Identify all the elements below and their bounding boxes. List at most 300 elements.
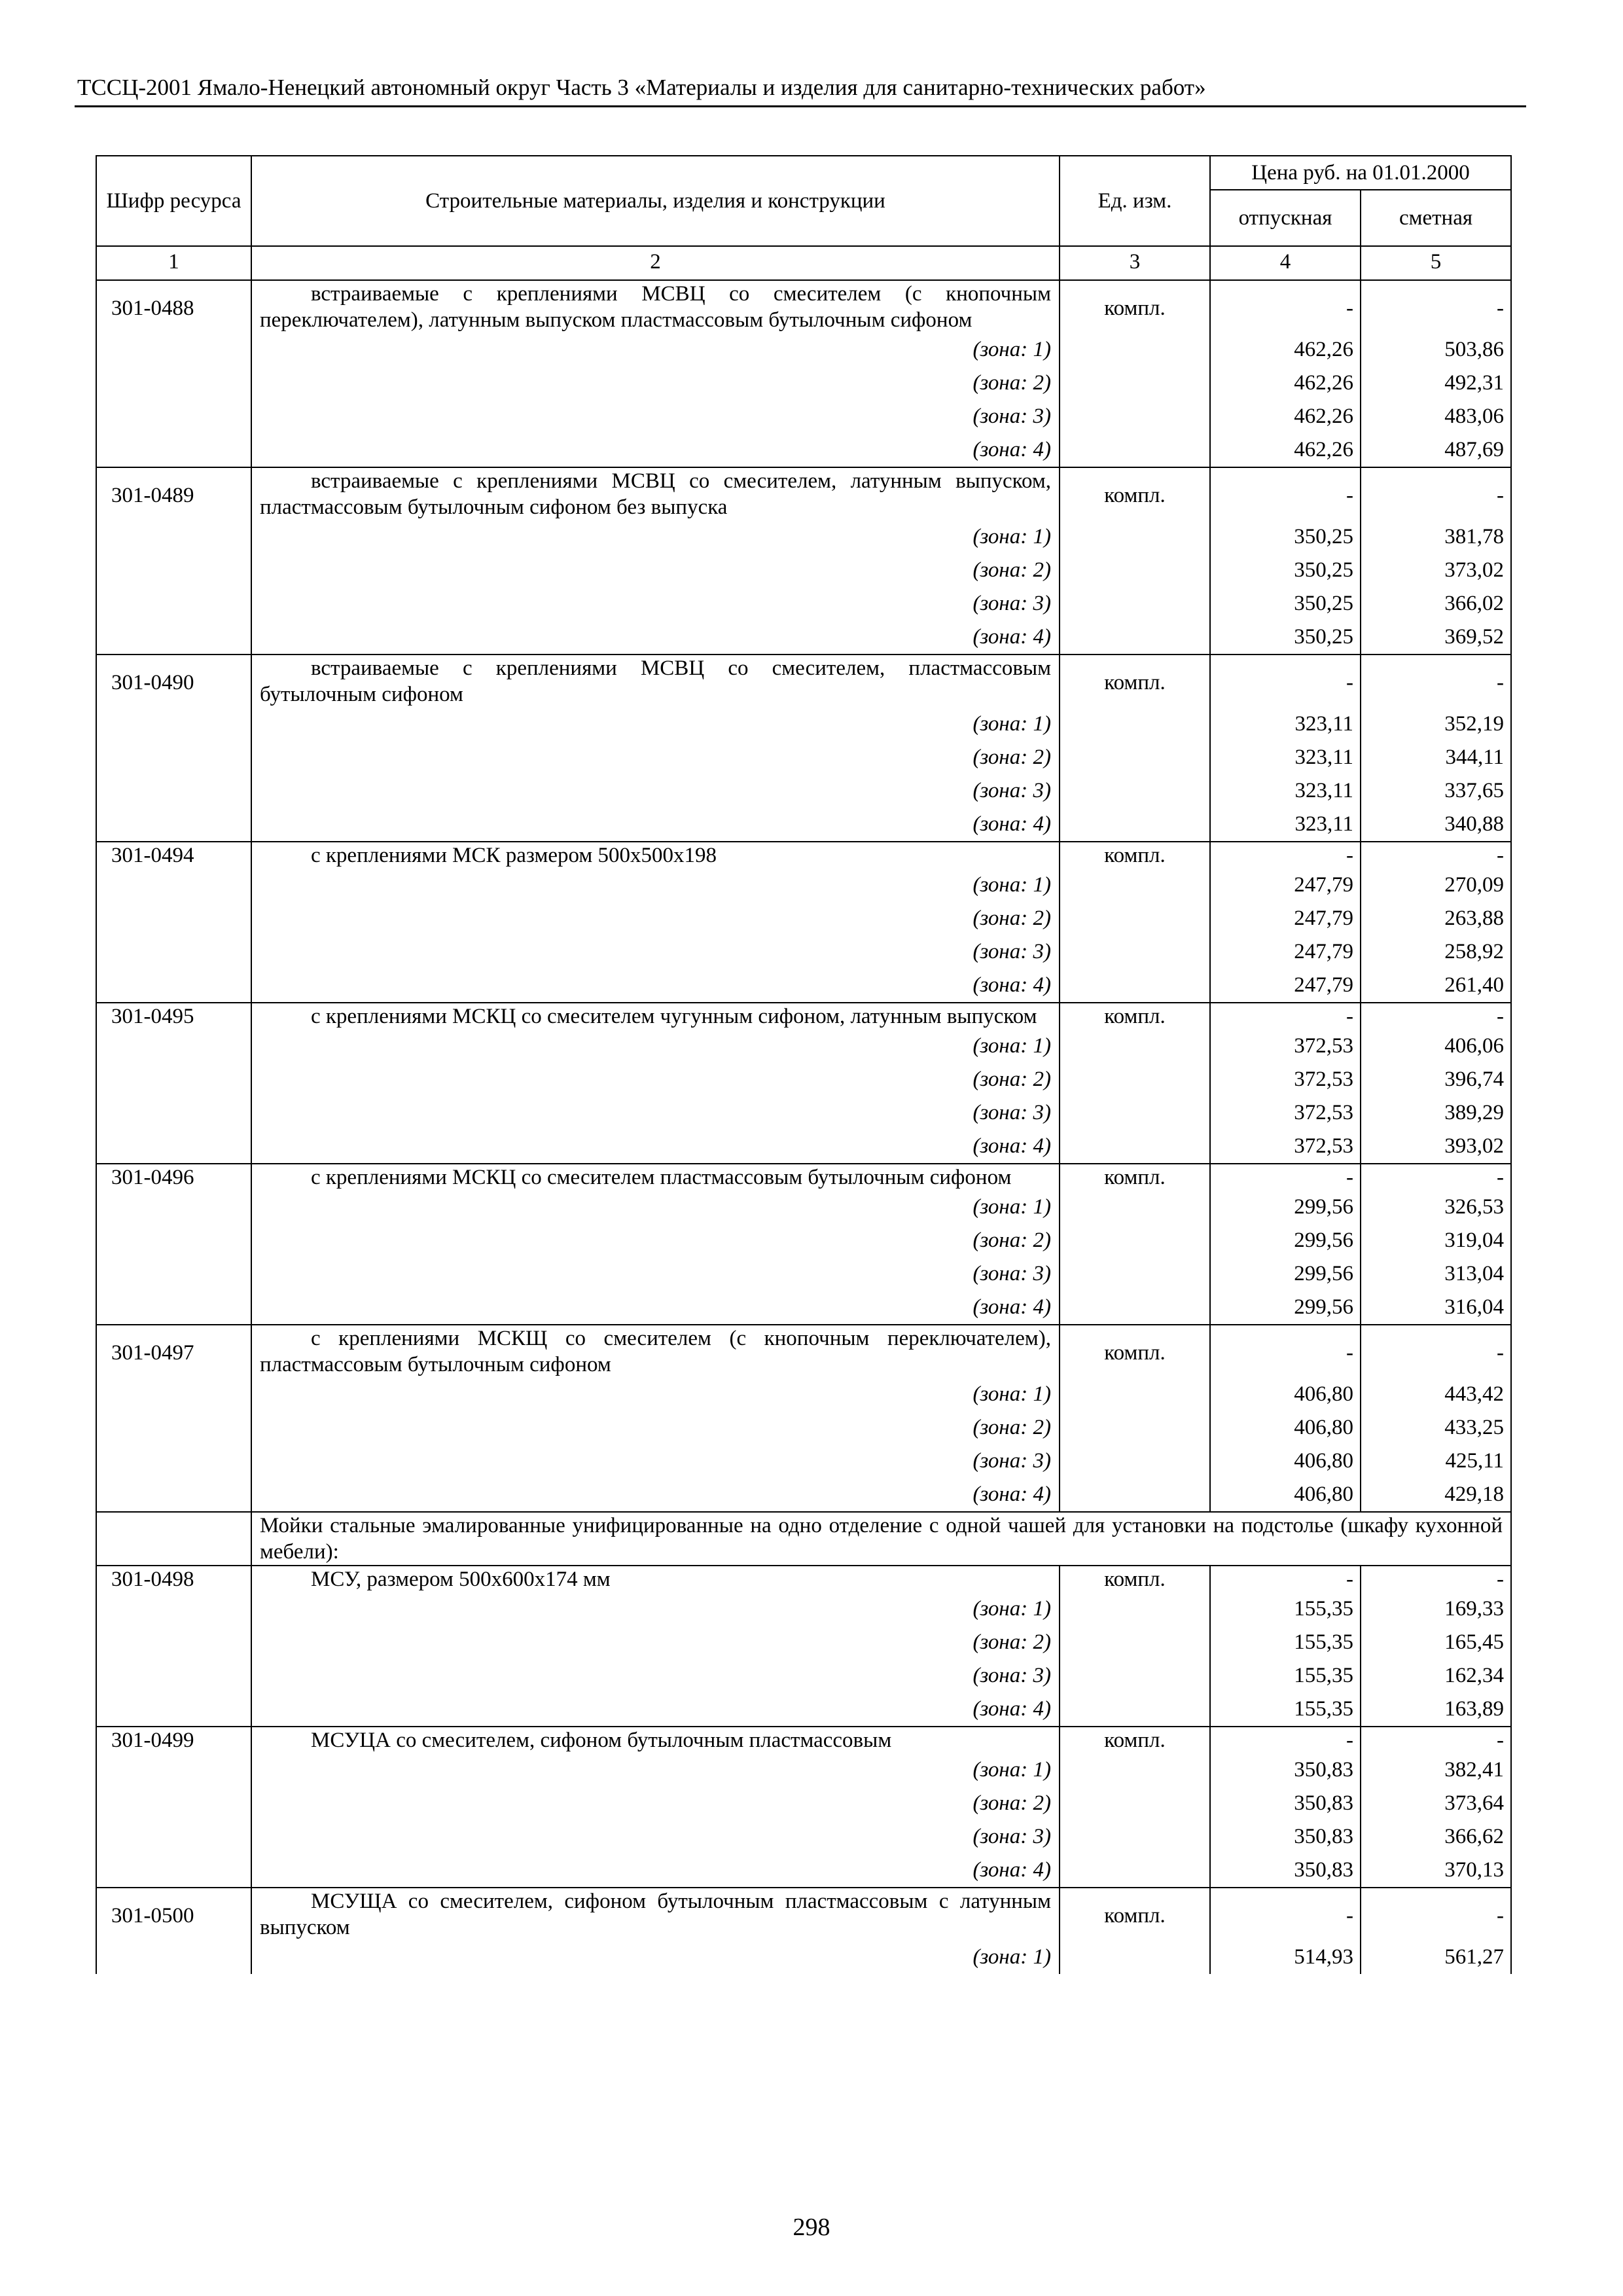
resource-code: 301-0490 [96, 655, 251, 708]
zone-label: (зона: 4) [251, 1478, 1060, 1512]
resource-code: 301-0494 [96, 842, 251, 869]
zone-code-cell [96, 1478, 251, 1512]
zone-label: (зона: 1) [251, 1941, 1060, 1974]
zone-unit-cell [1060, 1130, 1210, 1164]
zone-release-price: 323,11 [1210, 774, 1361, 808]
zone-row [96, 1659, 1511, 1693]
release-price: - [1210, 1164, 1361, 1191]
description-text: встраиваемые с креплениями МСВЦ со смесителем (с кнопочным переключателем), латунным выпуском пластмассовым бутылочным сифоном [260, 282, 1051, 332]
unit-cell: компл. [1060, 467, 1210, 520]
estimate-price: - [1361, 1566, 1511, 1592]
section-heading: Мойки стальные эмалированные унифицированные на одно отделение с одной чашей для установки на подстолье (шкафу кухонной мебели): [251, 1512, 1511, 1566]
zone-code-cell [96, 1787, 251, 1820]
zone-row [96, 1693, 1511, 1727]
release-price: - [1210, 655, 1361, 708]
zone-row [96, 1820, 1511, 1854]
zone-label: (зона: 4) [251, 433, 1060, 467]
zone-label: (зона: 3) [251, 1444, 1060, 1478]
zone-unit-cell [1060, 587, 1210, 620]
zone-estimate-price: 340,88 [1361, 808, 1511, 842]
zone-release-price: 350,25 [1210, 587, 1361, 620]
zone-unit-cell [1060, 1626, 1210, 1659]
zone-release-price: 350,25 [1210, 520, 1361, 554]
resource-code: 301-0499 [96, 1727, 251, 1753]
zone-unit-cell [1060, 620, 1210, 655]
page-number: 298 [793, 2214, 830, 2241]
zone-estimate-price: 326,53 [1361, 1191, 1511, 1224]
zone-estimate-price: 433,25 [1361, 1411, 1511, 1444]
zone-estimate-price: 382,41 [1361, 1753, 1511, 1787]
zone-estimate-price: 162,34 [1361, 1659, 1511, 1693]
resource-code: 301-0495 [96, 1003, 251, 1030]
estimate-price: - [1361, 1003, 1511, 1030]
resource-description [251, 467, 1060, 520]
zone-release-price: 462,26 [1210, 367, 1361, 400]
zone-unit-cell [1060, 741, 1210, 774]
zone-label: (зона: 4) [251, 1130, 1060, 1164]
zone-release-price: 462,26 [1210, 433, 1361, 467]
zone-label: (зона: 4) [251, 1854, 1060, 1888]
resource-description [251, 1325, 1060, 1378]
zone-code-cell [96, 1291, 251, 1325]
zone-label: (зона: 2) [251, 1063, 1060, 1096]
column-number-row [96, 246, 1511, 280]
description-text: с креплениями МСКЦ со смесителем чугунным сифоном, латунным выпуском [311, 1005, 1037, 1028]
unit-cell: компл. [1060, 280, 1210, 333]
zone-unit-cell [1060, 1478, 1210, 1512]
zone-label: (зона: 3) [251, 1096, 1060, 1130]
zone-estimate-price: 373,02 [1361, 554, 1511, 587]
zone-unit-cell [1060, 333, 1210, 367]
zone-unit-cell [1060, 708, 1210, 741]
table-row [96, 1003, 1511, 1030]
zone-estimate-price: 337,65 [1361, 774, 1511, 808]
column-number: 5 [1361, 246, 1511, 280]
unit-cell: компл. [1060, 1325, 1210, 1378]
zone-row [96, 1854, 1511, 1888]
header-estimate-price: сметная [1361, 190, 1511, 246]
zone-row [96, 367, 1511, 400]
zone-row [96, 1224, 1511, 1257]
zone-unit-cell [1060, 869, 1210, 902]
zone-code-cell [96, 935, 251, 969]
zone-row [96, 400, 1511, 433]
resource-code: 301-0498 [96, 1566, 251, 1592]
description-text: МСУ, размером 500х600х174 мм [311, 1568, 611, 1591]
zone-estimate-price: 389,29 [1361, 1096, 1511, 1130]
unit-cell: компл. [1060, 655, 1210, 708]
header-release-price: отпускная [1210, 190, 1361, 246]
zone-label: (зона: 1) [251, 1592, 1060, 1626]
description-text: встраиваемые с креплениями МСВЦ со смесителем, пластмассовым бутылочным сифоном [260, 656, 1051, 706]
zone-unit-cell [1060, 1592, 1210, 1626]
zone-row [96, 708, 1511, 741]
unit-cell: компл. [1060, 1727, 1210, 1753]
zone-release-price: 406,80 [1210, 1444, 1361, 1478]
zone-code-cell [96, 1941, 251, 1974]
zone-estimate-price: 316,04 [1361, 1291, 1511, 1325]
zone-code-cell [96, 400, 251, 433]
zone-code-cell [96, 1378, 251, 1411]
zone-code-cell [96, 1592, 251, 1626]
zone-unit-cell [1060, 1444, 1210, 1478]
zone-unit-cell [1060, 1820, 1210, 1854]
resource-description [251, 655, 1060, 708]
zone-estimate-price: 313,04 [1361, 1257, 1511, 1291]
zone-row [96, 1063, 1511, 1096]
zone-label: (зона: 1) [251, 520, 1060, 554]
zone-unit-cell [1060, 400, 1210, 433]
zone-code-cell [96, 620, 251, 655]
resource-description [251, 1003, 1060, 1030]
zone-estimate-price: 373,64 [1361, 1787, 1511, 1820]
zone-release-price: 155,35 [1210, 1659, 1361, 1693]
zone-unit-cell [1060, 935, 1210, 969]
zone-release-price: 247,79 [1210, 935, 1361, 969]
table-row [96, 1888, 1511, 1941]
zone-code-cell [96, 554, 251, 587]
zone-code-cell [96, 520, 251, 554]
zone-release-price: 462,26 [1210, 333, 1361, 367]
zone-label: (зона: 1) [251, 1030, 1060, 1063]
estimate-price: - [1361, 1164, 1511, 1191]
zone-label: (зона: 4) [251, 808, 1060, 842]
estimate-price: - [1361, 467, 1511, 520]
zone-row [96, 1096, 1511, 1130]
column-number: 1 [96, 246, 251, 280]
zone-unit-cell [1060, 1693, 1210, 1727]
zone-code-cell [96, 1257, 251, 1291]
description-text: с креплениями МСК размером 500х500х198 [311, 844, 717, 867]
zone-release-price: 247,79 [1210, 969, 1361, 1003]
zone-code-cell [96, 1820, 251, 1854]
zone-release-price: 323,11 [1210, 741, 1361, 774]
zone-row [96, 620, 1511, 655]
zone-unit-cell [1060, 808, 1210, 842]
zone-release-price: 462,26 [1210, 400, 1361, 433]
zone-label: (зона: 2) [251, 741, 1060, 774]
release-price: - [1210, 1888, 1361, 1941]
zone-estimate-price: 270,09 [1361, 869, 1511, 902]
zone-row [96, 1191, 1511, 1224]
zone-code-cell [96, 367, 251, 400]
description-text: встраиваемые с креплениями МСВЦ со смесителем, латунным выпуском, пластмассовым бутылочным сифоном без выпуска [260, 469, 1051, 519]
zone-estimate-price: 483,06 [1361, 400, 1511, 433]
zone-label: (зона: 4) [251, 969, 1060, 1003]
zone-row [96, 774, 1511, 808]
zone-row [96, 1030, 1511, 1063]
table-row [96, 1325, 1511, 1378]
zone-code-cell [96, 1030, 251, 1063]
zone-row [96, 1753, 1511, 1787]
estimate-price: - [1361, 1325, 1511, 1378]
resource-description [251, 1566, 1060, 1592]
zone-release-price: 350,25 [1210, 554, 1361, 587]
section-row [96, 1512, 1511, 1566]
zone-label: (зона: 2) [251, 367, 1060, 400]
zone-estimate-price: 165,45 [1361, 1626, 1511, 1659]
zone-code-cell [96, 774, 251, 808]
zone-unit-cell [1060, 554, 1210, 587]
zone-unit-cell [1060, 1411, 1210, 1444]
zone-row [96, 1291, 1511, 1325]
resource-code: 301-0496 [96, 1164, 251, 1191]
zone-release-price: 350,83 [1210, 1820, 1361, 1854]
resource-code: 301-0497 [96, 1325, 251, 1378]
zone-row [96, 1478, 1511, 1512]
zone-row [96, 902, 1511, 935]
description-text: МСУЦА со смесителем, сифоном бутылочным пластмассовым [311, 1729, 892, 1752]
zone-release-price: 155,35 [1210, 1592, 1361, 1626]
estimate-price: - [1361, 280, 1511, 333]
zone-label: (зона: 2) [251, 1787, 1060, 1820]
zone-label: (зона: 4) [251, 1693, 1060, 1727]
resource-description [251, 842, 1060, 869]
header-name: Строительные материалы, изделия и конструкции [251, 156, 1060, 246]
zone-row [96, 1592, 1511, 1626]
table-row [96, 280, 1511, 333]
zone-code-cell [96, 1854, 251, 1888]
zone-release-price: 514,93 [1210, 1941, 1361, 1974]
zone-code-cell [96, 869, 251, 902]
zone-release-price: 247,79 [1210, 902, 1361, 935]
zone-release-price: 350,83 [1210, 1753, 1361, 1787]
zone-estimate-price: 366,62 [1361, 1820, 1511, 1854]
zone-estimate-price: 429,18 [1361, 1478, 1511, 1512]
zone-unit-cell [1060, 1224, 1210, 1257]
zone-code-cell [96, 902, 251, 935]
zone-unit-cell [1060, 902, 1210, 935]
zone-label: (зона: 4) [251, 620, 1060, 655]
column-number: 3 [1060, 246, 1210, 280]
zone-release-price: 155,35 [1210, 1693, 1361, 1727]
zone-label: (зона: 3) [251, 1659, 1060, 1693]
zone-estimate-price: 561,27 [1361, 1941, 1511, 1974]
document-header-title: ТССЦ-2001 Ямало-Ненецкий автономный округ Часть 3 «Материалы и изделия для санитарно-технических работ» [77, 75, 1206, 100]
zone-label: (зона: 2) [251, 554, 1060, 587]
release-price: - [1210, 842, 1361, 869]
zone-label: (зона: 3) [251, 400, 1060, 433]
zone-estimate-price: 261,40 [1361, 969, 1511, 1003]
zone-row [96, 520, 1511, 554]
zone-release-price: 350,83 [1210, 1854, 1361, 1888]
table-header [96, 156, 1511, 280]
zone-release-price: 372,53 [1210, 1130, 1361, 1164]
zone-label: (зона: 1) [251, 1378, 1060, 1411]
zone-row [96, 1941, 1511, 1974]
estimate-price: - [1361, 655, 1511, 708]
zone-estimate-price: 366,02 [1361, 587, 1511, 620]
zone-release-price: 406,80 [1210, 1411, 1361, 1444]
zone-unit-cell [1060, 1257, 1210, 1291]
zone-release-price: 155,35 [1210, 1626, 1361, 1659]
zone-label: (зона: 2) [251, 1224, 1060, 1257]
zone-estimate-price: 503,86 [1361, 333, 1511, 367]
zone-unit-cell [1060, 1941, 1210, 1974]
zone-code-cell [96, 1626, 251, 1659]
zone-estimate-price: 487,69 [1361, 433, 1511, 467]
zone-row [96, 433, 1511, 467]
zone-unit-cell [1060, 1659, 1210, 1693]
zone-row [96, 869, 1511, 902]
price-table-container [96, 155, 1512, 1974]
unit-cell: компл. [1060, 1888, 1210, 1941]
zone-estimate-price: 492,31 [1361, 367, 1511, 400]
zone-label: (зона: 1) [251, 708, 1060, 741]
zone-estimate-price: 369,52 [1361, 620, 1511, 655]
zone-label: (зона: 2) [251, 902, 1060, 935]
table-row [96, 842, 1511, 869]
zone-estimate-price: 352,19 [1361, 708, 1511, 741]
zone-release-price: 299,56 [1210, 1191, 1361, 1224]
zone-code-cell [96, 741, 251, 774]
zone-label: (зона: 1) [251, 333, 1060, 367]
zone-row [96, 1257, 1511, 1291]
zone-release-price: 323,11 [1210, 708, 1361, 741]
resource-description [251, 1888, 1060, 1941]
zone-estimate-price: 370,13 [1361, 1854, 1511, 1888]
resource-code: 301-0489 [96, 467, 251, 520]
zone-release-price: 299,56 [1210, 1291, 1361, 1325]
unit-cell: компл. [1060, 842, 1210, 869]
resource-description [251, 1164, 1060, 1191]
column-number: 4 [1210, 246, 1361, 280]
zone-row [96, 1130, 1511, 1164]
estimate-price: - [1361, 1888, 1511, 1941]
release-price: - [1210, 1566, 1361, 1592]
zone-code-cell [96, 1063, 251, 1096]
zone-unit-cell [1060, 1063, 1210, 1096]
zone-row [96, 808, 1511, 842]
zone-estimate-price: 406,06 [1361, 1030, 1511, 1063]
column-number: 2 [251, 246, 1060, 280]
zone-estimate-price: 258,92 [1361, 935, 1511, 969]
description-text: МСУЩА со смесителем, сифоном бутылочным пластмассовым с латунным выпуском [260, 1890, 1051, 1939]
table-row [96, 655, 1511, 708]
zone-code-cell [96, 808, 251, 842]
zone-unit-cell [1060, 367, 1210, 400]
zone-unit-cell [1060, 1191, 1210, 1224]
zone-row [96, 1787, 1511, 1820]
zone-code-cell [96, 1224, 251, 1257]
table-body [96, 280, 1511, 1974]
zone-unit-cell [1060, 1030, 1210, 1063]
table-row [96, 467, 1511, 520]
zone-row [96, 554, 1511, 587]
release-price: - [1210, 1727, 1361, 1753]
zone-estimate-price: 163,89 [1361, 1693, 1511, 1727]
zone-row [96, 587, 1511, 620]
table-row [96, 1727, 1511, 1753]
zone-release-price: 299,56 [1210, 1257, 1361, 1291]
zone-unit-cell [1060, 1291, 1210, 1325]
zone-code-cell [96, 587, 251, 620]
zone-label: (зона: 3) [251, 1257, 1060, 1291]
zone-label: (зона: 3) [251, 935, 1060, 969]
zone-release-price: 299,56 [1210, 1224, 1361, 1257]
zone-label: (зона: 1) [251, 1191, 1060, 1224]
unit-cell: компл. [1060, 1003, 1210, 1030]
zone-label: (зона: 3) [251, 1820, 1060, 1854]
zone-row [96, 741, 1511, 774]
zone-code-cell [96, 1659, 251, 1693]
release-price: - [1210, 1325, 1361, 1378]
zone-code-cell [96, 1444, 251, 1478]
zone-code-cell [96, 433, 251, 467]
zone-code-cell [96, 333, 251, 367]
zone-code-cell [96, 1753, 251, 1787]
zone-unit-cell [1060, 1753, 1210, 1787]
zone-row [96, 1444, 1511, 1478]
zone-release-price: 350,83 [1210, 1787, 1361, 1820]
zone-code-cell [96, 708, 251, 741]
zone-estimate-price: 344,11 [1361, 741, 1511, 774]
zone-code-cell [96, 1191, 251, 1224]
description-text: с креплениями МСКЩ со смесителем (с кнопочным переключателем), пластмассовым бутылочным сифоном [260, 1327, 1051, 1376]
estimate-price: - [1361, 842, 1511, 869]
section-code-cell [96, 1512, 251, 1566]
zone-release-price: 372,53 [1210, 1096, 1361, 1130]
price-table [96, 155, 1512, 1974]
release-price: - [1210, 467, 1361, 520]
zone-code-cell [96, 1130, 251, 1164]
zone-code-cell [96, 1693, 251, 1727]
zone-label: (зона: 4) [251, 1291, 1060, 1325]
zone-release-price: 372,53 [1210, 1063, 1361, 1096]
zone-row [96, 1378, 1511, 1411]
zone-code-cell [96, 969, 251, 1003]
resource-description [251, 280, 1060, 333]
zone-unit-cell [1060, 774, 1210, 808]
zone-row [96, 935, 1511, 969]
zone-unit-cell [1060, 520, 1210, 554]
zone-release-price: 323,11 [1210, 808, 1361, 842]
zone-release-price: 406,80 [1210, 1478, 1361, 1512]
unit-cell: компл. [1060, 1566, 1210, 1592]
zone-label: (зона: 3) [251, 774, 1060, 808]
zone-release-price: 350,25 [1210, 620, 1361, 655]
zone-estimate-price: 263,88 [1361, 902, 1511, 935]
zone-release-price: 247,79 [1210, 869, 1361, 902]
header-price-group: Цена руб. на 01.01.2000 [1210, 156, 1511, 190]
release-price: - [1210, 280, 1361, 333]
zone-estimate-price: 425,11 [1361, 1444, 1511, 1478]
description-text: с креплениями МСКЦ со смесителем пластмассовым бутылочным сифоном [311, 1166, 1012, 1189]
zone-unit-cell [1060, 433, 1210, 467]
zone-unit-cell [1060, 1378, 1210, 1411]
zone-estimate-price: 443,42 [1361, 1378, 1511, 1411]
release-price: - [1210, 1003, 1361, 1030]
zone-row [96, 969, 1511, 1003]
estimate-price: - [1361, 1727, 1511, 1753]
zone-row [96, 1411, 1511, 1444]
zone-estimate-price: 169,33 [1361, 1592, 1511, 1626]
header-divider [75, 105, 1526, 107]
zone-label: (зона: 1) [251, 1753, 1060, 1787]
zone-unit-cell [1060, 1854, 1210, 1888]
zone-unit-cell [1060, 1096, 1210, 1130]
zone-estimate-price: 319,04 [1361, 1224, 1511, 1257]
zone-release-price: 372,53 [1210, 1030, 1361, 1063]
resource-code: 301-0500 [96, 1888, 251, 1941]
zone-code-cell [96, 1096, 251, 1130]
header-code: Шифр ресурса [96, 156, 251, 246]
zone-row [96, 333, 1511, 367]
header-unit: Ед. изм. [1060, 156, 1210, 246]
zone-code-cell [96, 1411, 251, 1444]
zone-estimate-price: 393,02 [1361, 1130, 1511, 1164]
zone-label: (зона: 2) [251, 1626, 1060, 1659]
